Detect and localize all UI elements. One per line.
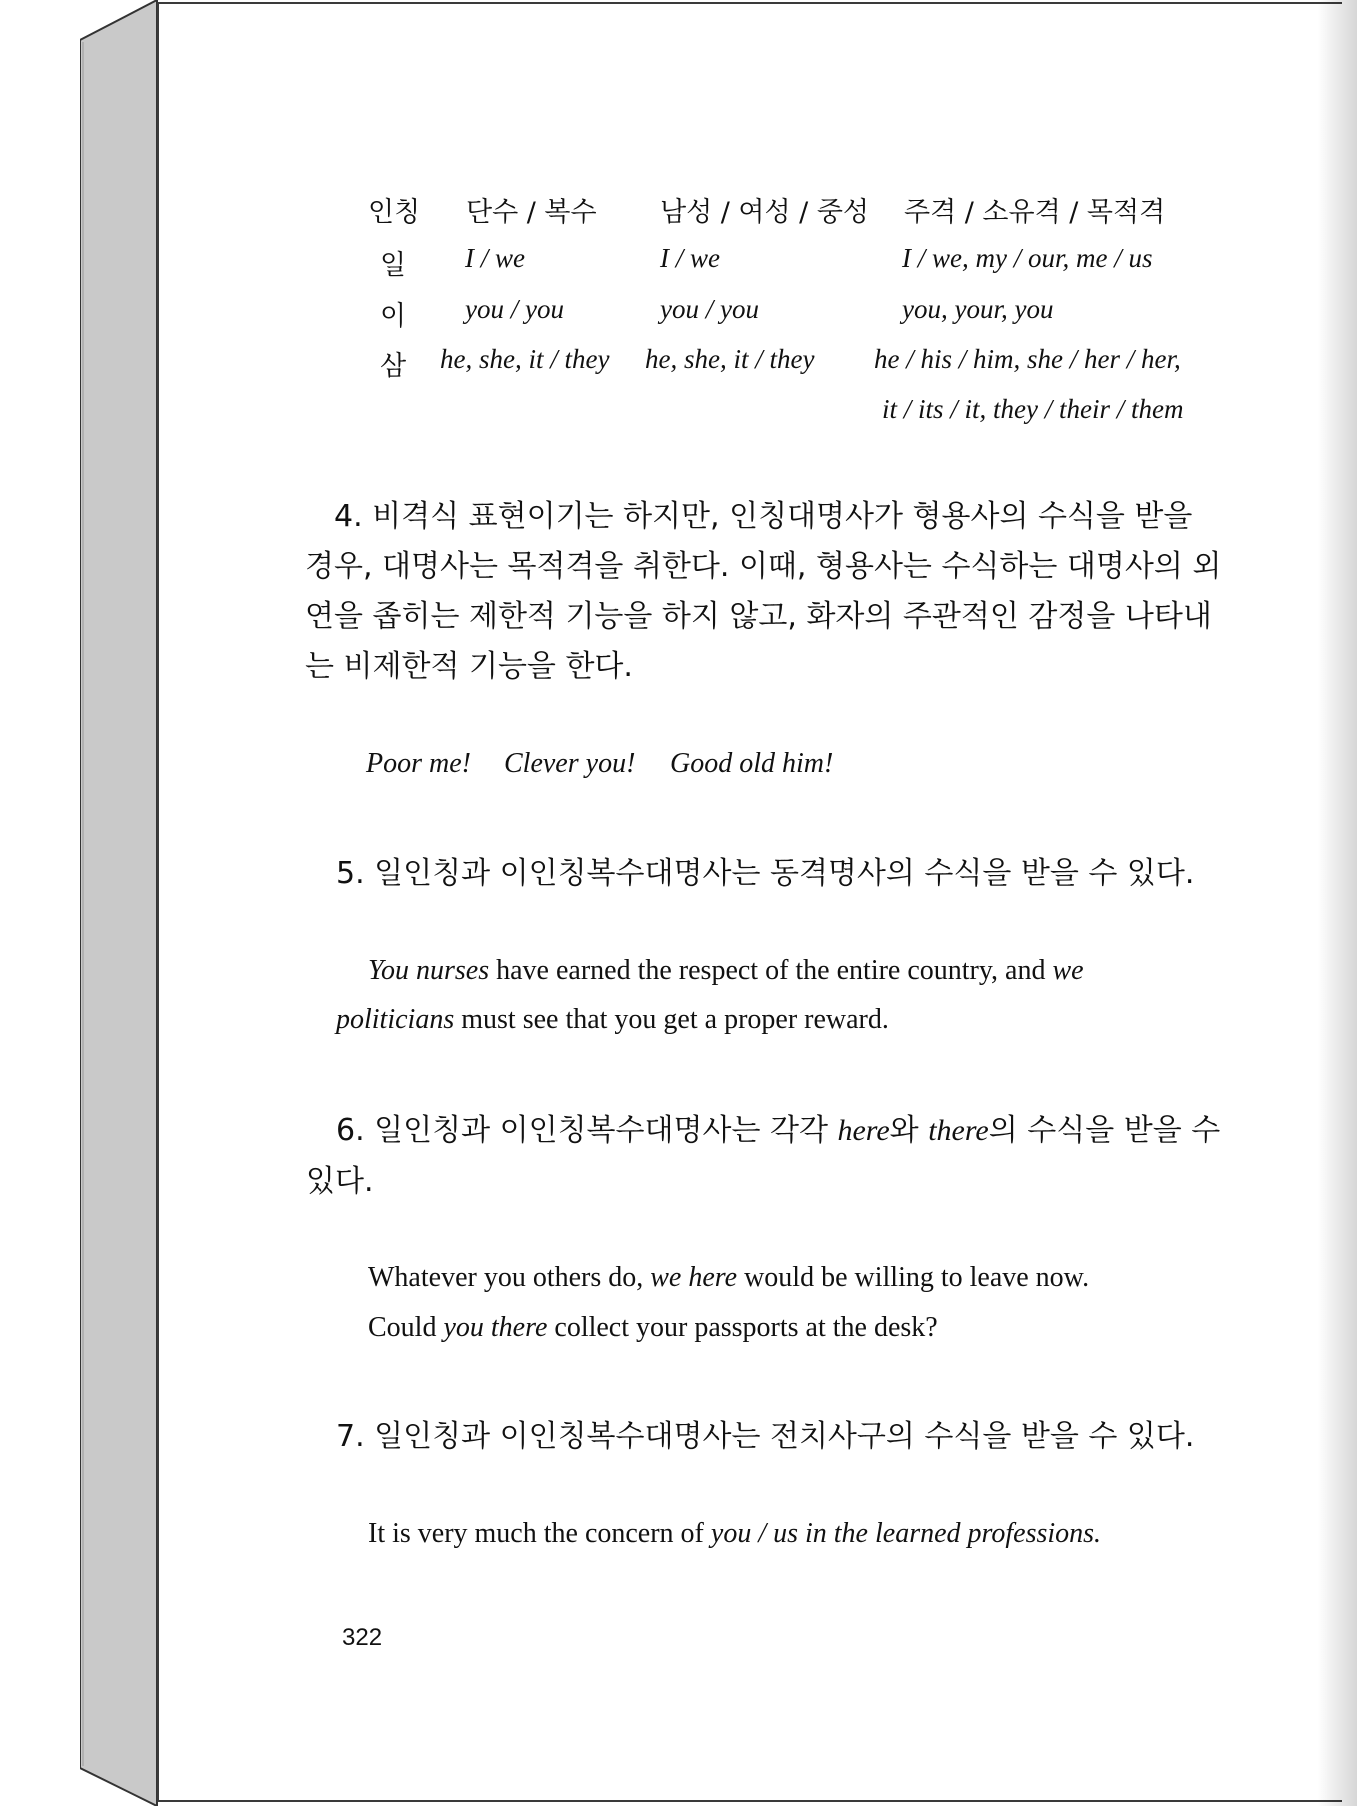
table-header-number: 단수 / 복수 bbox=[466, 197, 597, 228]
example-text: collect your passports at the desk? bbox=[547, 1312, 938, 1343]
table-row-person: 일 bbox=[380, 250, 407, 281]
example-text: It is very much the concern of bbox=[368, 1518, 711, 1549]
example-emphasis: politicians bbox=[336, 1004, 455, 1035]
section6-heading-line2: 있다. bbox=[306, 1164, 374, 1199]
table-cell: he, she, it / they bbox=[440, 344, 610, 374]
section5-example-line2 bbox=[336, 1004, 889, 1036]
table-cell: I / we, my / our, me / us bbox=[902, 243, 1153, 273]
heading-emphasis: there bbox=[928, 1114, 989, 1147]
table-header-person: 인칭 bbox=[368, 197, 421, 228]
table-header-case: 주격 / 소유격 / 목적격 bbox=[904, 197, 1166, 228]
example-emphasis: You nurses bbox=[368, 955, 490, 986]
section6-heading bbox=[336, 1104, 1220, 1157]
page-number: 322 bbox=[342, 1624, 383, 1651]
section6-example-line1 bbox=[368, 1262, 1089, 1294]
table-header-gender: 남성 / 여성 / 중성 bbox=[660, 197, 870, 228]
table-cell: you / you bbox=[465, 294, 564, 324]
heading-text: 의 수식을 받을 수 bbox=[988, 1113, 1221, 1148]
table-cell: I / we bbox=[465, 243, 525, 273]
example-phrase: Poor me! bbox=[366, 748, 471, 779]
heading-emphasis: here bbox=[837, 1114, 890, 1147]
table-row-person: 이 bbox=[380, 301, 407, 332]
example-text: must see that you get a proper reward. bbox=[454, 1004, 889, 1035]
example-text: have earned the respect of the entire country, and bbox=[489, 955, 1053, 986]
table-cell: I / we bbox=[660, 243, 720, 273]
example-phrase: Clever you! bbox=[504, 748, 636, 779]
example-text: Whatever you others do, bbox=[368, 1262, 651, 1293]
example-phrase: Good old him! bbox=[670, 748, 834, 779]
example-text: would be willing to leave now. bbox=[737, 1262, 1090, 1293]
table-cell: you / you bbox=[660, 294, 759, 324]
table-cell: he, she, it / they bbox=[645, 344, 815, 374]
section5-heading: 5. 일인칭과 이인칭복수대명사는 동격명사의 수식을 받을 수 있다. bbox=[336, 856, 1195, 891]
heading-text: 와 bbox=[889, 1113, 929, 1148]
example-emphasis: we here bbox=[650, 1262, 738, 1293]
table-cell: he / his / him, she / her / her, bbox=[874, 344, 1181, 374]
section4-line: 연을 좁히는 제한적 기능을 하지 않고, 화자의 주관적인 감정을 나타내 bbox=[305, 599, 1212, 634]
section4-line: 경우, 대명사는 목적격을 취한다. 이때, 형용사는 수식하는 대명사의 외 bbox=[305, 549, 1222, 584]
section4-line: 는 비제한적 기능을 한다. bbox=[305, 649, 633, 684]
table-cell: you, your, you bbox=[902, 294, 1054, 324]
heading-text: 6. 일인칭과 이인칭복수대명사는 각각 bbox=[336, 1113, 838, 1148]
example-emphasis: you / us in the learned professions. bbox=[710, 1518, 1102, 1549]
section5-example-line1 bbox=[368, 955, 1084, 987]
section7-heading: 7. 일인칭과 이인칭복수대명사는 전치사구의 수식을 받을 수 있다. bbox=[336, 1419, 1195, 1454]
page-edge-shadow bbox=[1317, 0, 1357, 1806]
table-cell: it / its / it, they / their / them bbox=[882, 394, 1184, 424]
section6-example-line2 bbox=[368, 1312, 938, 1344]
section7-example bbox=[368, 1518, 1101, 1550]
example-emphasis: you there bbox=[443, 1312, 548, 1343]
table-row-person: 삼 bbox=[380, 351, 407, 382]
example-text: Could bbox=[368, 1312, 444, 1343]
section4-line: 4. 비격식 표현이기는 하지만, 인칭대명사가 형용사의 수식을 받을 bbox=[334, 499, 1193, 534]
example-emphasis: we bbox=[1052, 955, 1084, 986]
